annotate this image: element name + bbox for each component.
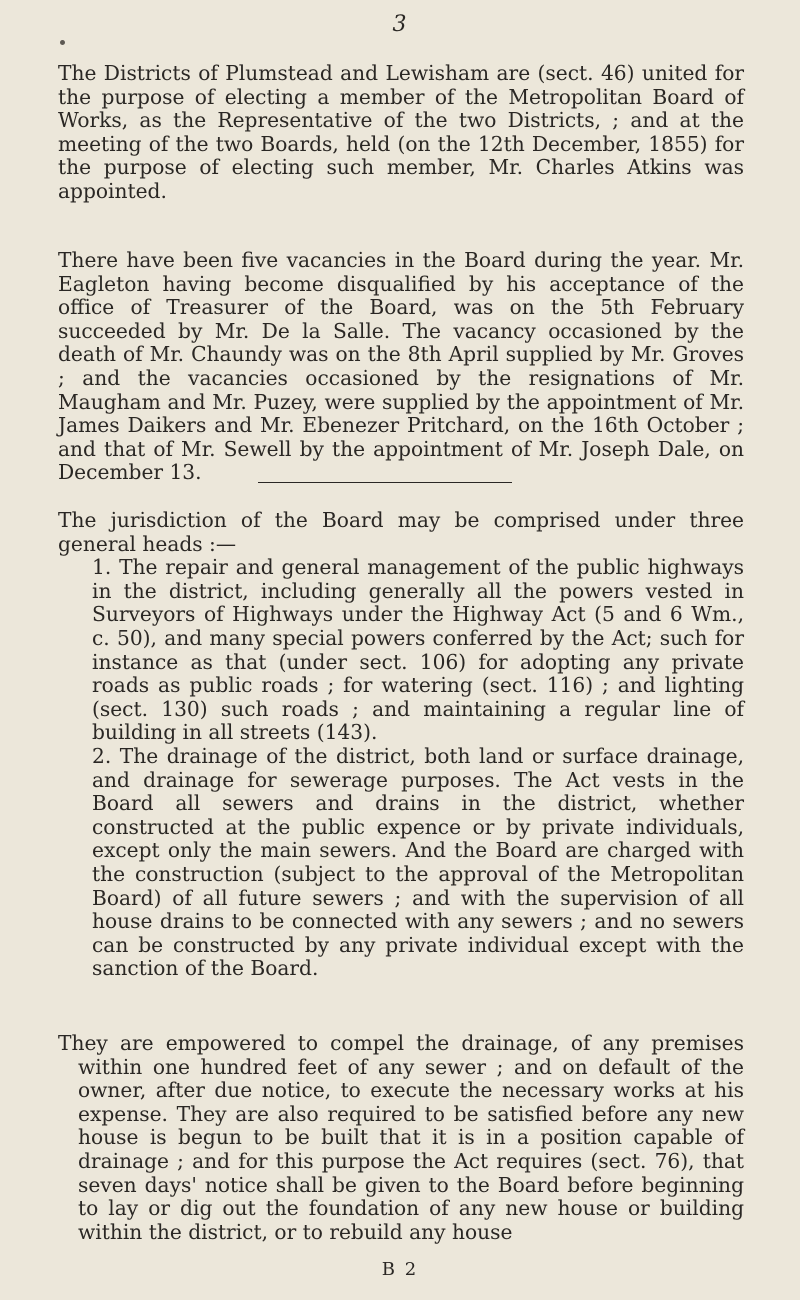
list-item-number: 2. xyxy=(92,743,112,768)
section-divider xyxy=(258,482,512,483)
paragraph-drainage-powers xyxy=(58,1032,744,1244)
list-item xyxy=(58,745,744,981)
signature-mark: B 2 xyxy=(381,1259,419,1280)
jurisdiction-intro: The jurisdiction of the Board may be comprised under three general heads :— xyxy=(58,508,744,556)
paragraph-districts xyxy=(58,62,744,204)
page-number: 3 xyxy=(392,12,408,37)
paragraph-vacancies xyxy=(58,249,744,485)
paragraph-text: The Districts of Plumstead and Lewisham are (sect. 46) united for the purpose of electing a member of the Metropolitan Board of Works, as the Representative of the two Districts, ; and at the meeting of the two Boards, held (on the 12th December, 1855) for the purpose of electing such member, Mr. Charles Atkins was appointed. xyxy=(58,61,744,203)
list-item-text: The drainage of the district, both land or surface drainage, and drainage for sewerage purposes. The Act vests in the Board all sewers and drains in the district, whether constructed at the public expence or by private individuals, except only the main sewers. And the Board are charged with the construction (subject to the approval of the Metropolitan Board) of all future sewers ; and with the supervision of all house drains to be connected with any sewers ; and no sewers can be constructed by any private individual except with the sanction of the Board. xyxy=(92,743,744,981)
jurisdiction-section xyxy=(58,509,744,981)
paragraph-text: There have been five vacancies in the Board during the year. Mr. Eagleton having become disqualified by his acceptance of the office of Treasurer of the Board, was on the 5th February succeeded by Mr. De la Salle. The vacancy occasioned by the death of Mr. Chaundy was on the 8th April supplied by Mr. Groves ; and the vacancies occasioned by the resignations of Mr. Maugham and Mr. Puzey, were supplied by the appointment of Mr. James Daikers and Mr. Ebenezer Pritchard, on the 16th October ; and that of Mr. Sewell by the appointment of Mr. Joseph Dale, on December 13. xyxy=(58,248,744,485)
paragraph-text: They are empowered to compel the drainage, of any premises within one hundred feet of any sewer ; and on default of the owner, after due notice, to execute the necessary works at his expense. They are also required to be satisfied before any new house is begun to be built that it is in a position capable of drainage ; and for this purpose the Act requires (sect. 76), that seven days' notice shall be given to the Board before beginning to lay or dig out the foundation of any new house or building within the district, or to rebuild any house xyxy=(58,1031,744,1244)
ink-speck xyxy=(60,40,65,45)
list-item xyxy=(58,556,744,745)
list-item-number: 1. xyxy=(92,555,112,580)
list-item-text: The repair and general management of the public highways in the district, including generally all the powers vested in Surveyors of Highways under the Highway Act (5 and 6 Wm., c. 50), and many special powers conferred by the Act; such for instance as that (under sect. 106) for adopting any private roads as public roads ; for watering (sect. 116) ; and lighting (sect. 130) such roads ; and maintaining a regular line of building in all streets (143). xyxy=(92,555,744,745)
